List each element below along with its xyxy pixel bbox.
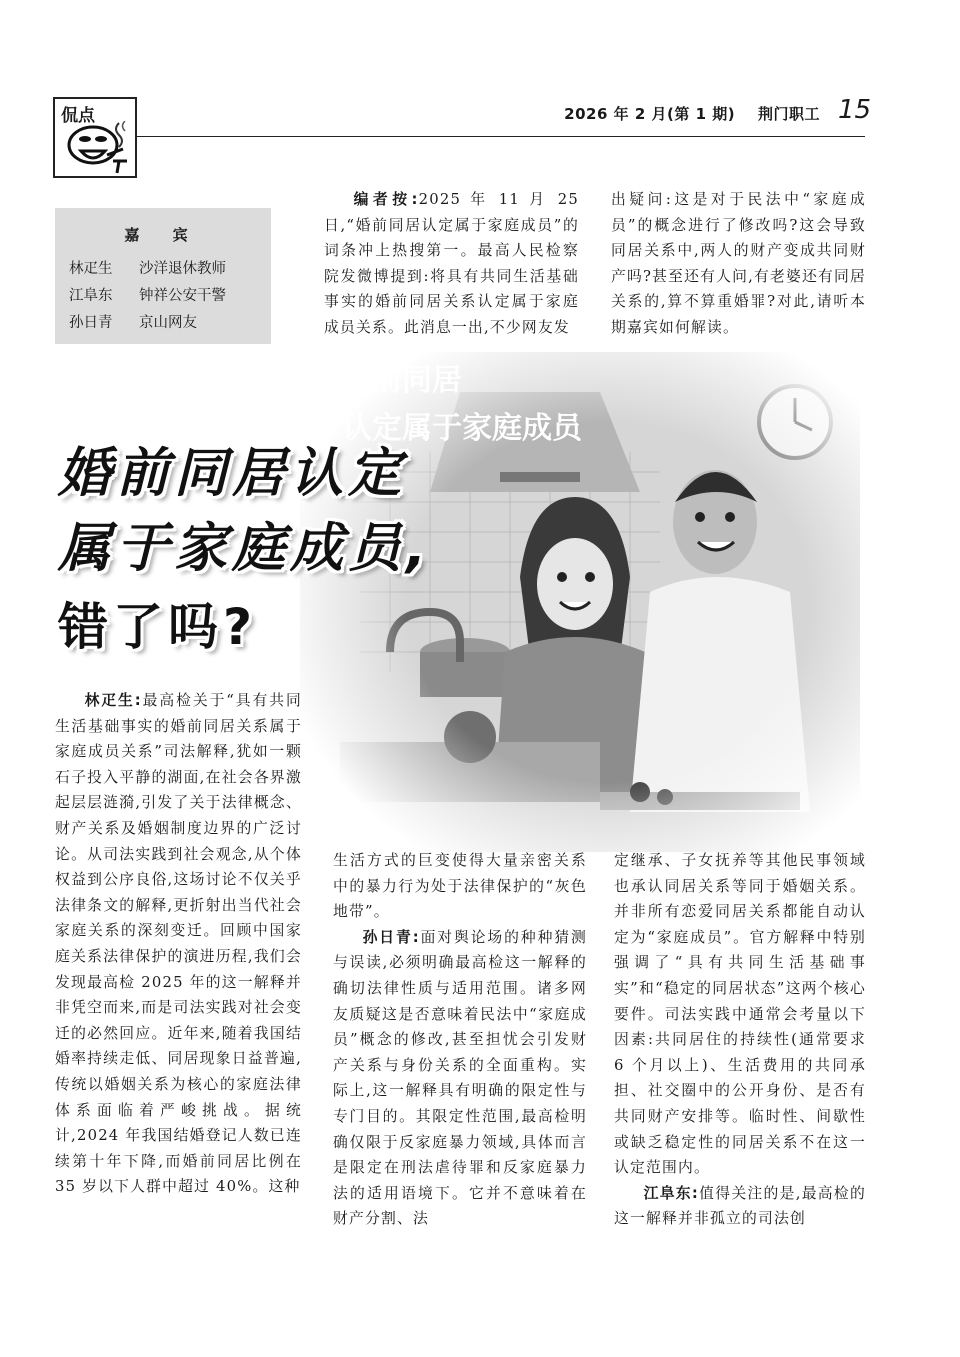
column-logo [53,97,137,178]
image-overlay-line1: 婚前同居 [342,363,462,398]
speaker-sun: 孙日青: [362,928,420,946]
editor-note-col2 [611,187,866,347]
page-number: 15 [838,95,872,125]
article-col3 [614,848,866,1268]
issue-info [564,103,820,124]
article-col1 [55,688,302,1268]
issue-date: 2026 年 2 月(第 1 期) [564,105,736,123]
guest-item: 林疋生 沙洋退休教师 [69,261,226,277]
title-line1: 婚前同居认定 [58,443,406,504]
column-name: 侃点 [61,106,95,126]
guests-box [55,208,271,344]
guest-item: 江阜东 钟祥公安干警 [69,288,226,304]
guests-title: 嘉 宾 [124,226,202,244]
editor-note-text: 2025 年 11 月 25 日,“婚前同居认定属于家庭成员”的词条冲上热搜第一。最高人民检察院发微博提到:将具有共同生活基础事实的婚前同居关系认定属于家庭成员关系。此消息一出,不少网友发 [324,191,579,336]
col2-text: 面对舆论场的种种猜测与误读,必须明确最高检这一解释的确切法律性质与适用范围。诸多网友质疑这是否意味着民法中“家庭成员”概念的修改,甚至担忧会引发财产关系与身份关系的全面重构。实际上,这一解释具有明确的限定性与专门目的。其限定性范围,最高检明确仅限于反家庭暴力领域,具体而言是限定在刑法虐待罪和反家庭暴力法的适用语境下。它并不意味着在财产分割、法 [333,928,587,1228]
speaker-lin: 林疋生: [84,692,142,709]
title-line2: 属于家庭成员, [58,518,432,579]
col2-continued: 生活方式的巨变使得大量亲密关系中的暴力行为处于法律保护的“灰色地带”。 [333,852,587,921]
guest-item: 孙日青 京山网友 [69,315,197,331]
title-line3: 错了吗? [58,598,258,656]
speaker-jiang: 江阜东: [643,1184,700,1202]
col3-text: 值得关注的是,最高检的这一解释并非孤立的司法创 [614,1184,866,1228]
header-rule [137,136,865,137]
image-overlay-line2: 认定属于家庭成员 [342,411,582,446]
col1-text: 最高检关于“具有共同生活基础事实的婚前同居关系属于家庭成员关系”司法解释,犹如一颗石子投入平静的湖面,在社会各界激起层层涟漪,引发了关于法律概念、财产关系及婚姻制度边界的广泛讨论。从司法实践到社会观念,从个体权益到公序良俗,这场讨论不仅关乎法律条文的解释,更折射出当代社会家庭关系的深刻变迁。回顾中国家庭关系法律保护的演进历程,我们会发现最高检 2025 年的这一解释并非凭空而来,而是司法实践对社会变迁的必然回应。近年来,随着我国结婚率持续走低、同居现象日益普遍,传统以婚姻关系为核心的家庭法律体系面临着严峻挑战。据统计,2024 年我国结婚登记人数已连续第十年下降,而婚前同居比例在 35 岁以下人群中超过 40%。这种 [55,692,302,1196]
editor-note-col1 [324,187,579,347]
editor-note-continued: 出疑问:这是对于民法中“家庭成员”的概念进行了修改吗?这会导致同居关系中,两人的财产变成共同财产吗?甚至还有人问,有老婆还有同居关系的,算不算重婚罪?对此,请听本期嘉宾如何解读。 [611,191,866,336]
article-col2 [333,848,587,1268]
col3-continued: 定继承、子女抚养等其他民事领域也承认同居关系等同于婚姻关系。并非所有恋爱同居关系都能自动认定为“家庭成员”。官方解释中特别强调了“具有共同生活基础事实”和“稳定的同居状态”这两个核心要件。司法实践中通常会考量以下因素:共同居住的持续性(通常要求 6 个月以上)、生活费用的共同承担、社交圈中的公开身份、是否有共同财产安排等。临时性、间歇性或缺乏稳定性的同居关系不在这一认定范围内。 [614,852,866,1177]
article-title [58,436,431,665]
face-logo-icon [63,121,133,175]
publication-name: 荆门职工 [757,105,820,123]
editor-note-label: 编者按: [353,191,419,208]
